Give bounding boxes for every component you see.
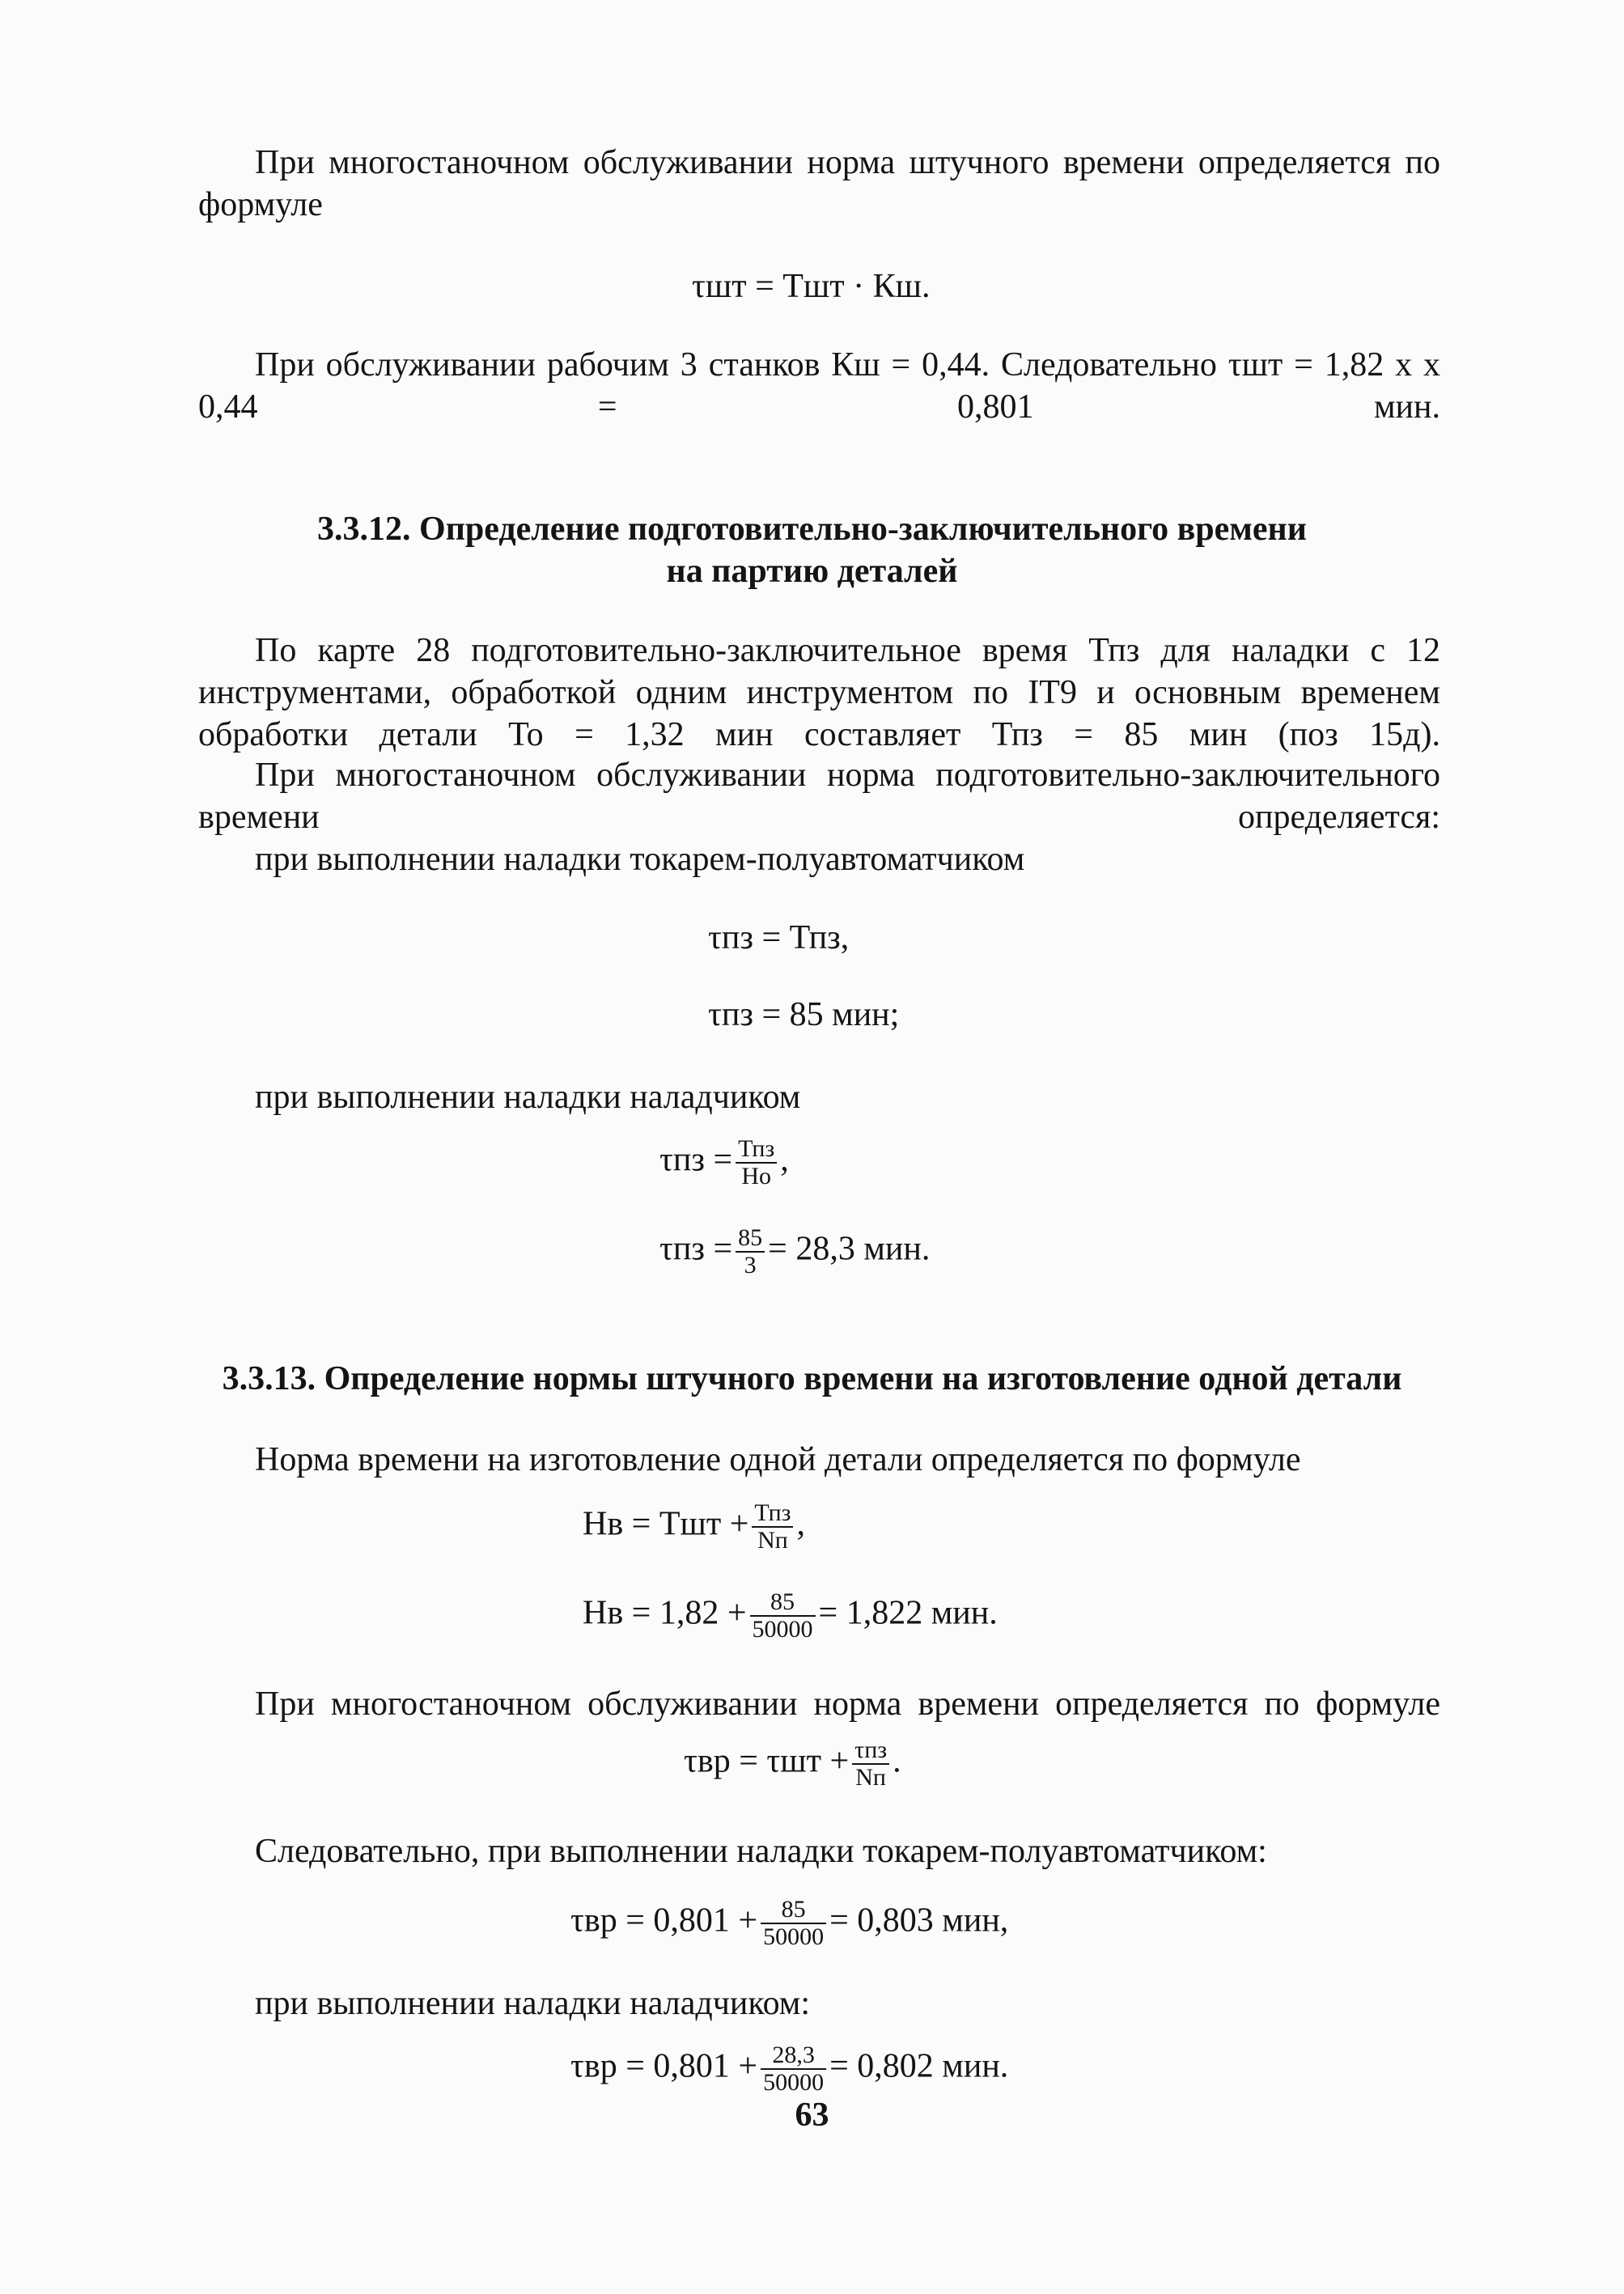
formula-end: . xyxy=(893,1742,901,1780)
formula-hv-value xyxy=(583,1590,998,1642)
formula-end: = 0,803 мин, xyxy=(829,1902,1009,1940)
paragraph-multi-machine-2: При многостаночном обслуживании норма времени определяется по формуле xyxy=(255,1686,1440,1723)
formula-tsht-definition: τшт = Тшт · Кш. xyxy=(692,268,931,305)
numerator: 28,3 xyxy=(761,2043,826,2070)
numerator: Тпз xyxy=(736,1137,777,1164)
paragraph-setter-2: при выполнении наладки наладчиком: xyxy=(255,1985,811,2022)
fraction xyxy=(761,2043,826,2095)
denominator: Но xyxy=(741,1163,772,1189)
section-heading-3-3-13: 3.3.13. Определение нормы штучного времени на изготовление одной детали xyxy=(222,1360,1402,1397)
denominator: 50000 xyxy=(763,2069,825,2096)
denominator: Nп xyxy=(855,1764,886,1791)
fraction xyxy=(736,1226,765,1278)
numerator: 85 xyxy=(761,1898,826,1924)
paragraph-multi-machine: При многостаночном обслуживании норма подготовительно-заключительного времени определяется: xyxy=(198,757,1440,836)
formula-end: = 28,3 мин. xyxy=(768,1230,931,1268)
formula-left: τвр = 0,801 + xyxy=(570,2047,758,2085)
fraction xyxy=(761,1898,826,1949)
formula-tpz-value xyxy=(659,1226,930,1278)
fraction xyxy=(736,1137,777,1189)
denominator: 50000 xyxy=(752,1616,813,1643)
page-number: 63 xyxy=(795,2097,829,2134)
numerator: τпз xyxy=(852,1738,889,1765)
formula-end: = 0,802 мин. xyxy=(829,2047,1009,2085)
formula-left: Нв = 1,82 + xyxy=(583,1594,747,1632)
formula-tvr xyxy=(684,1738,901,1790)
denominator: Nп xyxy=(757,1527,788,1554)
section-heading-3-3-12: 3.3.12. Определение подготовительно-заключительного времени xyxy=(317,511,1307,548)
paragraph-intro: При многостаночном обслуживании норма штучного времени определяется по формуле xyxy=(198,144,1440,223)
paragraph-coefficient: При обслуживании рабочим 3 станков Кш = 0,44. Следовательно τшт = 1,82 х х 0,44 = 0,801 мин. xyxy=(198,346,1440,426)
paragraph-card-28: По карте 28 подготовительно-заключительное время Тпз для наладки с 12 инструментами, обработкой одним инструментом по IT9 и основным временем обработки детали То = 1,32 мин составляет Тпз = 85 мин (поз 15д). xyxy=(198,632,1440,753)
formula-tpz-fraction xyxy=(659,1137,789,1189)
paragraph-setter: при выполнении наладки наладчиком xyxy=(255,1079,801,1116)
formula-end: , xyxy=(796,1505,805,1543)
formula-left: τпз = xyxy=(659,1230,733,1268)
section-heading-3-3-12-line2: на партию деталей xyxy=(666,553,958,590)
formula-tvr-lathe xyxy=(570,1898,1008,1949)
denominator: 50000 xyxy=(763,1923,825,1950)
numerator: 85 xyxy=(750,1590,816,1617)
fraction xyxy=(750,1590,816,1642)
formula-tpz-85: τпз = 85 мин; xyxy=(708,996,900,1033)
fraction xyxy=(852,1738,889,1790)
paragraph-norm-time: Норма времени на изготовление одной детали определяется по формуле xyxy=(255,1441,1301,1478)
formula-left: Нв = Тшт + xyxy=(583,1505,749,1543)
formula-end: , xyxy=(780,1141,789,1179)
formula-left: τпз = xyxy=(659,1141,733,1179)
numerator: 85 xyxy=(736,1226,765,1253)
formula-left: τвр = τшт + xyxy=(684,1742,850,1780)
formula-hv xyxy=(583,1501,805,1553)
formula-tvr-setter xyxy=(570,2043,1008,2095)
formula-left: τвр = 0,801 + xyxy=(570,1902,758,1940)
fraction xyxy=(752,1501,793,1553)
formula-tpz-equals: τпз = Тпз, xyxy=(708,919,850,956)
numerator: Тпз xyxy=(752,1501,793,1528)
formula-end: = 1,822 мин. xyxy=(818,1594,998,1632)
paragraph-lathe-operator: при выполнении наладки токарем-полуавтоматчиком xyxy=(255,841,1025,878)
denominator: 3 xyxy=(744,1252,757,1278)
paragraph-consequently: Следовательно, при выполнении наладки токарем-полуавтоматчиком: xyxy=(255,1833,1267,1870)
